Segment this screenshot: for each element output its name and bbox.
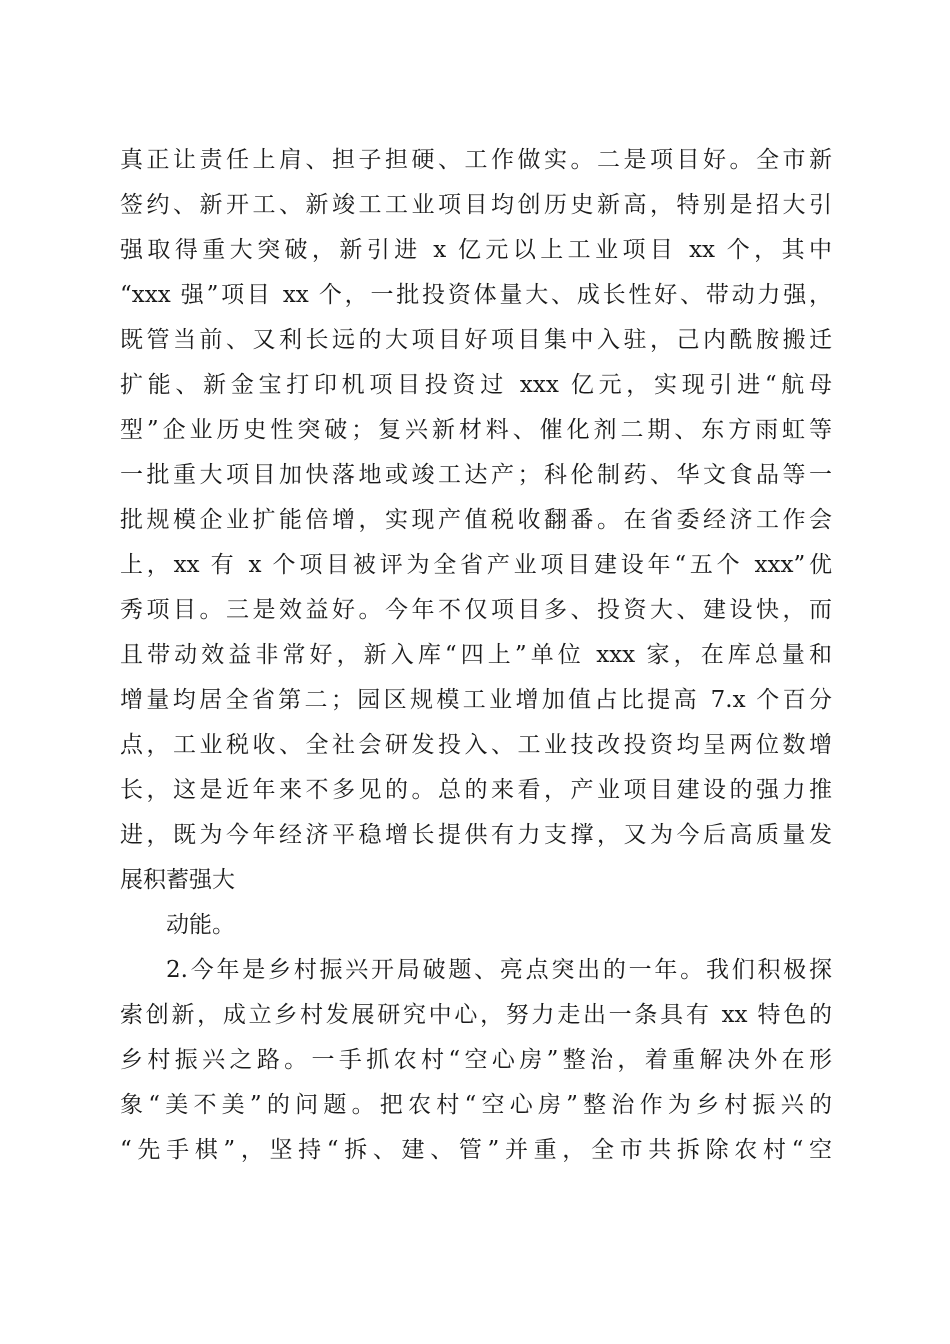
- text-line-14: 点，工业税收、全社会研发投入、工业技改投资均呈两位数增: [120, 732, 832, 758]
- text-line-22: 象“美不美”的问题。把农村“空心房”整治作为乡村振兴的: [120, 1092, 832, 1118]
- text-line-15: 长，这是近年来不多见的。总的来看，产业项目建设的强力推: [120, 777, 832, 803]
- text-line-9: 批规模企业扩能倍增，实现产值税收翻番。在省委经济工作会: [120, 507, 832, 533]
- text-line-18: 动能。: [166, 912, 235, 938]
- text-line-10: 上，xx 有 x 个项目被评为全省产业项目建设年“五个 xxx”优: [120, 552, 832, 578]
- text-line-1: 真正让责任上肩、担子担硬、工作做实。二是项目好。全市新: [120, 147, 832, 173]
- document-body: [120, 138, 832, 1173]
- text-line-13: 增量均居全省第二；园区规模工业增加值占比提高 7.x 个百分: [120, 687, 832, 713]
- text-line-12: 且带动效益非常好，新入库“四上”单位 xxx 家，在库总量和: [120, 642, 832, 668]
- text-line-8: 一批重大项目加快落地或竣工达产；科伦制药、华文食品等一: [120, 462, 832, 488]
- text-line-23: “先手棋”，坚持“拆、建、管”并重，全市共拆除农村“空: [120, 1137, 832, 1163]
- text-line-7: 型”企业历史性突破；复兴新材料、催化剂二期、东方雨虹等: [120, 417, 832, 443]
- text-line-2: 签约、新开工、新竣工工业项目均创历史新高，特别是招大引: [120, 192, 832, 218]
- text-line-3: 强取得重大突破，新引进 x 亿元以上工业项目 xx 个，其中: [120, 237, 832, 263]
- text-line-16: 进，既为今年经济平稳增长提供有力支撑，又为今后高质量发: [120, 822, 832, 848]
- text-line-5: 既管当前、又利长远的大项目好项目集中入驻，己内酰胺搬迁: [120, 327, 832, 353]
- text-line-4: “xxx 强”项目 xx 个，一批投资体量大、成长性好、带动力强，: [120, 282, 832, 308]
- text-line-19: 2.今年是乡村振兴开局破题、亮点突出的一年。我们积极探: [166, 957, 832, 983]
- text-line-6: 扩能、新金宝打印机项目投资过 xxx 亿元，实现引进“航母: [120, 372, 832, 398]
- text-line-11: 秀项目。三是效益好。今年不仅项目多、投资大、建设快，而: [120, 597, 832, 623]
- text-line-17: 展积蓄强大: [120, 867, 235, 893]
- text-line-20: 索创新，成立乡村发展研究中心，努力走出一条具有 xx 特色的: [120, 1002, 832, 1028]
- text-line-21: 乡村振兴之路。一手抓农村“空心房”整治，着重解决外在形: [120, 1047, 832, 1073]
